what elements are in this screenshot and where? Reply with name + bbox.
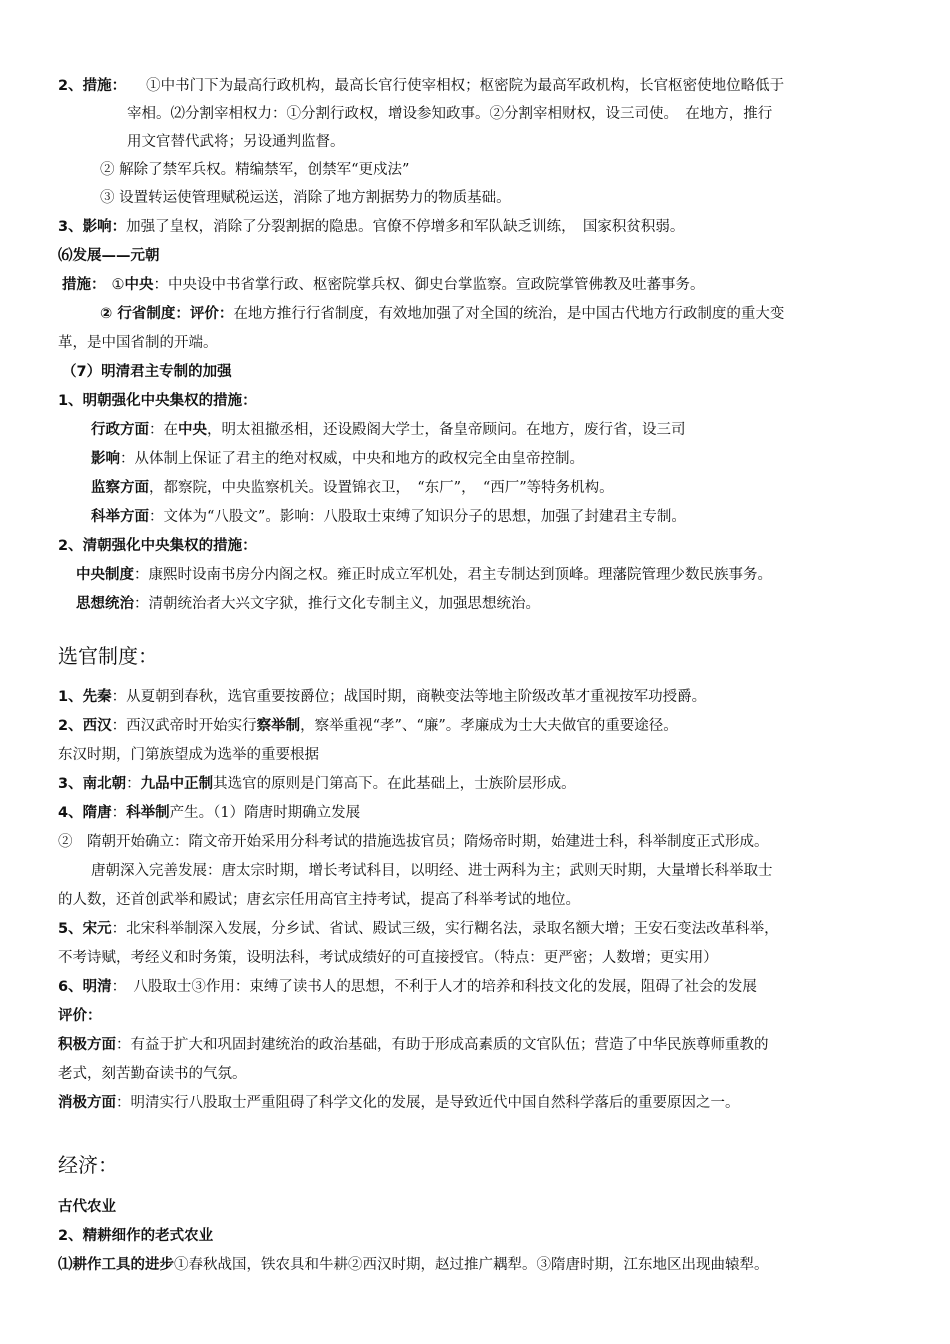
mingqing-label: 6、明清 <box>58 979 112 995</box>
evaluation-label: 评价： <box>58 1008 102 1024</box>
yuan-heading: ⑹发展——元朝 <box>58 248 160 264</box>
officials-nanbei-line <box>58 774 576 794</box>
positive-line <box>58 1035 769 1055</box>
ming-effect-line <box>91 449 584 469</box>
ming-admin-pre: ：在 <box>149 422 178 438</box>
yuan-central-line <box>62 275 705 295</box>
ming-supervision-line <box>91 478 614 498</box>
tools-label: ⑴耕作工具的进步 <box>58 1257 174 1273</box>
negative-text: ：明清实行八股取士严重阻碍了科学文化的发展，是导致近代中国自然科学落后的重要原因之一。 <box>116 1095 740 1111</box>
officials-songyuan-line <box>58 919 779 939</box>
qing-thought-label: 思想统治 <box>76 596 134 612</box>
suitang-bold: 科举制 <box>126 805 170 821</box>
tools-text: ①春秋战国，铁农具和牛耕②西汉时期，赵过推广耦犁。③隋唐时期，江东地区出现曲辕犁。 <box>174 1257 769 1273</box>
ming-exam-line <box>91 507 686 527</box>
economy-section-title: 经济： <box>58 1153 118 1177</box>
qing-central-line <box>76 565 772 585</box>
tools-line <box>58 1255 769 1275</box>
ming-admin-bold: 中央 <box>178 422 207 438</box>
ming-effect-text: ：从体制上保证了君主的绝对权威，中央和地方的政权完全由皇帝控制。 <box>120 451 584 467</box>
qing-thought-text: ：清朝统治者大兴文字狱，推行文化专制主义，加强思想统治。 <box>134 596 540 612</box>
influence-label: 3、影响： <box>58 219 127 235</box>
qing-central-text: ：康熙时设南书房分内阁之权。雍正时成立军机处，君主专制达到顶峰。理藩院管理少数民族事务。 <box>134 567 772 583</box>
ming-exam-text: ：文体为“八股文”。影响：八股取士束缚了知识分子的思想，加强了封建君主专制。 <box>149 509 686 525</box>
yuan-central-text: ：中央设中书省掌行政、枢密院掌兵权、御史台掌监察。宣政院掌管佛教及吐蕃事务。 <box>153 277 705 293</box>
influence-text: 加强了皇权，消除了分裂割据的隐患。官僚不停增多和军队缺乏训练， 国家积贫积弱。 <box>126 219 685 235</box>
influence-line <box>58 217 684 237</box>
western-han-label: 2、西汉 <box>58 718 112 734</box>
ming-heading: 1、明朝强化中央集权的措施： <box>58 393 257 409</box>
measures-line-2: 宰相。⑵分割宰相权力：①分割行政权，增设参知政事。②分割宰相财权，设三司使。 在地方，推行 <box>127 106 773 122</box>
ming-admin-label: 行政方面 <box>91 422 149 438</box>
songyuan-line-2: 不考诗赋，考经义和时务策，设明法科，考试成绩好的可直接授官。（特点：更严密；人数增；更实用） <box>58 950 718 966</box>
yuan-measures-label: 措施： <box>62 277 106 293</box>
pre-qin-text: ：从夏朝到春秋，选官重要按爵位；战国时期，商鞅变法等地主阶级改革才重视按军功授爵。 <box>111 689 707 705</box>
nanbei-label: 3、南北朝 <box>58 776 127 792</box>
ming-admin-line <box>91 420 686 440</box>
yuan-province-line <box>100 304 784 324</box>
ming-supervision-label: 监察方面 <box>91 480 149 496</box>
positive-text: ：有益于扩大和巩固封建统治的政治基础，有助于形成高素质的文官队伍；营造了中华民族尊师重教的 <box>116 1037 769 1053</box>
ming-exam-label: 科举方面 <box>91 509 149 525</box>
mingqing-text: ： 八股取士③作用：束缚了读书人的思想，不利于人才的培养和科技文化的发展，阻碍了社会的发展 <box>111 979 757 995</box>
tang-line-1: 唐朝深入完善发展：唐太宗时期，增长考试科目，以明经、进士两科为主；武则天时期，大量增长科举取士 <box>91 863 773 879</box>
measures-label: 2、措施： <box>58 78 127 94</box>
western-han-text: ，察举重视“孝”、“廉”。孝廉成为士大夫做官的重要途径。 <box>300 718 678 734</box>
suitang-text: 产生。（1）隋唐时期确立发展 <box>169 805 361 821</box>
yuan-central-label: 中央 <box>124 277 154 293</box>
mingqing-heading: （7）明清君主专制的加强 <box>62 364 232 380</box>
ming-admin-text: ，明太祖撤丞相，还设殿阁大学士，备皇帝顾问。在地方，废行省，设三司 <box>207 422 686 438</box>
measures-text: ①中书门下为最高行政机构，最高长官行使宰相权；枢密院为最高军政机构，长官枢密使地位略低于 <box>146 78 785 94</box>
suitang-label: 4、隋唐 <box>58 805 112 821</box>
songyuan-label: 5、宋元 <box>58 921 112 937</box>
qing-thought-line <box>76 594 540 614</box>
eastern-han-line: 东汉时期，门第族望成为选举的重要根据 <box>58 747 319 763</box>
qing-heading: 2、清朝强化中央集权的措施： <box>58 538 257 554</box>
sui-line: ② 隋朝开始确立：隋文帝开始采用分科考试的措施选拔官员；隋炀帝时期，始建进士科，科举制度正式形成。 <box>58 834 769 850</box>
western-han-bold: 察举制 <box>256 718 301 734</box>
ming-effect-label: 影响 <box>91 451 120 467</box>
positive-label: 积极方面 <box>58 1037 116 1053</box>
negative-line <box>58 1093 740 1113</box>
tang-line-2: 的人数，还首创武举和殿试；唐玄宗任用高官主持考试，提高了科举考试的地位。 <box>58 892 580 908</box>
ming-supervision-text: ，都察院，中央监察机关。设置锦衣卫， “东厂”， “西厂”等特务机构。 <box>149 480 614 496</box>
officials-suitang-line <box>58 803 360 823</box>
measures-line-1 <box>58 76 784 96</box>
nanbei-colon: ： <box>126 776 141 792</box>
officials-pre-qin-line <box>58 687 706 707</box>
yuan-central-prefix: ① <box>111 277 125 293</box>
qing-central-label: 中央制度 <box>76 567 134 583</box>
nanbei-text: 其选官的原则是门第高下。在此基础上，士族阶层形成。 <box>213 776 576 792</box>
farming-heading: 2、精耕细作的老式农业 <box>58 1228 214 1244</box>
measures-line-5: ③ 设置转运使管理赋税运送，消除了地方割据势力的物质基础。 <box>100 190 511 206</box>
measures-line-3: 用文官替代武将；另设通判监督。 <box>127 134 345 150</box>
yuan-province-line-2: 革，是中国省制的开端。 <box>58 335 218 351</box>
officials-western-han-line <box>58 716 678 736</box>
songyuan-text: ：北宋科举制深入发展，分乡试、省试、殿试三级，实行糊名法，录取名额大增；王安石变法改革科举， <box>111 921 779 937</box>
nanbei-bold: 九品中正制 <box>140 776 214 792</box>
suitang-colon: ： <box>111 805 127 821</box>
yuan-province-text: 在地方推行行省制度，有效地加强了对全国的统治，是中国古代地方行政制度的重大变 <box>233 306 785 322</box>
officials-mingqing-line <box>58 977 757 997</box>
positive-line-2: 老式，刻苦勤奋读书的气氛。 <box>58 1066 247 1082</box>
yuan-province-label: ② 行省制度：评价： <box>100 306 234 322</box>
pre-qin-label: 1、先秦 <box>58 689 112 705</box>
measures-line-4: ② 解除了禁军兵权。精编禁军，创禁军“更戍法” <box>100 162 410 178</box>
officials-section-title: 选官制度： <box>58 644 158 668</box>
western-han-pre: ：西汉武帝时开始实行 <box>111 718 257 734</box>
agriculture-heading: 古代农业 <box>58 1199 116 1215</box>
negative-label: 消极方面 <box>58 1095 116 1111</box>
